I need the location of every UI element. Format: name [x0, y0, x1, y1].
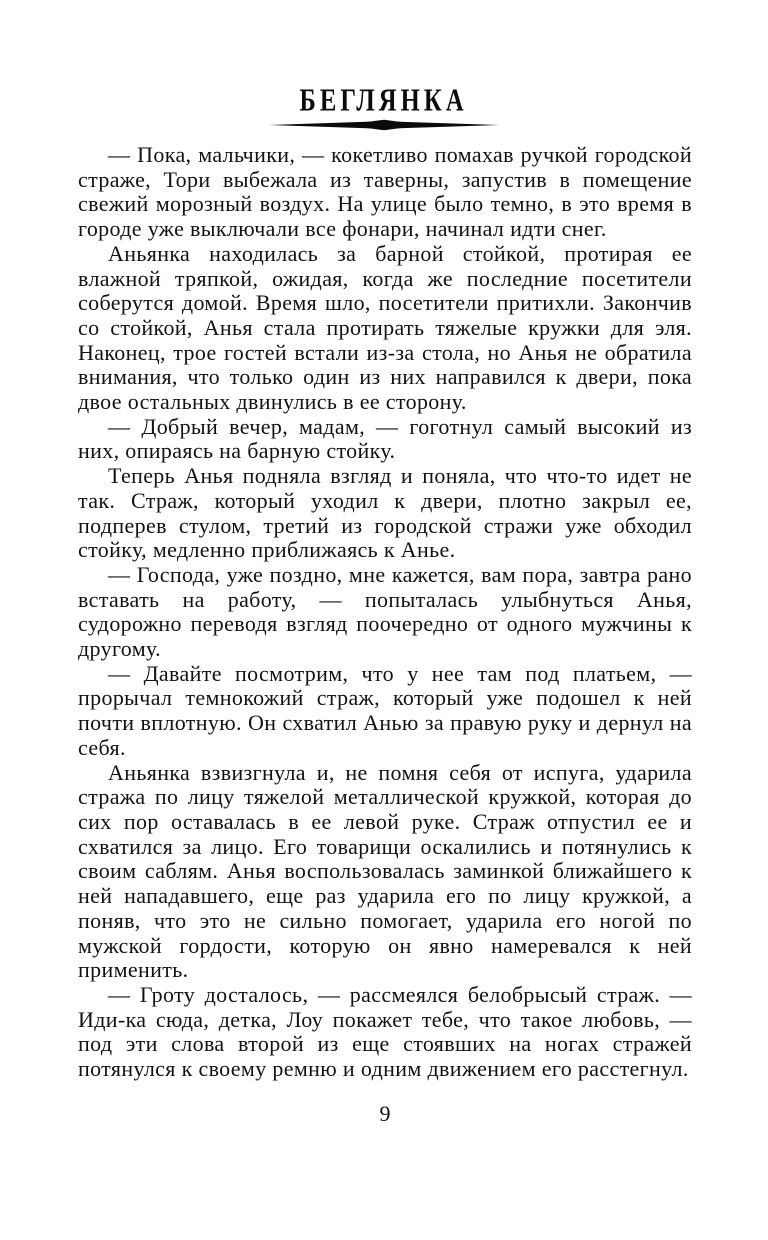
paragraph: Аньянка находилась за барной стойкой, протирая ее влажной тряпкой, ожидая, когда же последние посетители соберутся домой. Время шло, посетители притихли. Закончив со стойкой, Анья стала протирать тяжелые кружки для эля. Наконец, трое гостей встали из-за стола, но Анья не обратила внимания, что только один из них направился к двери, пока двое остальных двинулись в ее сторону.: [78, 240, 692, 415]
tapered-rule-ornament-icon: [269, 119, 499, 131]
paragraph: — Давайте посмотрим, что у нее там под платьем, — прорычал темнокожий страж, который уже подошел к ней почти вплотную. Он схватил Анью за правую руку и дернул на себя.: [78, 660, 692, 760]
book-title: БЕГЛЯНКА: [299, 83, 469, 118]
paragraph: Аньянка взвизгнула и, не помня себя от испуга, ударила стража по лицу тяжелой металлической кружкой, которая до сих пор оставалась в ее левой руке. Страж отпустил ее и схватился за лицо. Его товарищи оскалились и потянулись к своим саблям. Анья воспользовалась заминкой ближайшего к ней нападавшего, еще раз ударила его по лицу кружкой, а поняв, что это не сильно помогает, ударила его ногой по мужской гордости, которую он явно намеревался к ней применить.: [78, 759, 692, 983]
paragraph: Теперь Анья подняла взгляд и поняла, что что-то идет не так. Страж, который уходил к двери, плотно закрыл ее, подперев стулом, третий из городской стражи уже обходил стойку, медленно приближаясь к Анье.: [78, 463, 692, 563]
title-divider: [0, 119, 768, 131]
body-text: [78, 143, 692, 1082]
paragraph: — Господа, уже поздно, мне кажется, вам пора, завтра рано вставать на работу, — попыталась улыбнуться Анья, судорожно переводя взгляд поочередно от одного мужчины к другому.: [78, 561, 692, 662]
page-header: [0, 83, 768, 131]
paragraph: — Добрый вечер, мадам, — гоготнул самый высокий из них, опираясь на барную стойку.: [78, 413, 692, 464]
paragraph: — Пока, мальчики, — кокетливо помахав ручкой городской страже, Тори выбежала из таверны, запустив в помещение свежий морозный воздух. На улице было темно, в это время в городе уже выключали все фонари, начинал идти снег.: [78, 142, 692, 242]
paragraph: — Гроту досталось, — рассмеялся белобрысый страж. — Иди-ка сюда, детка, Лоу покажет тебе, что такое любовь, — под эти слова второй из еще стоявших на ногах стражей потянулся к своему ремню и одним движением его расстегнул.: [78, 981, 692, 1082]
page-number: 9: [379, 1101, 391, 1126]
